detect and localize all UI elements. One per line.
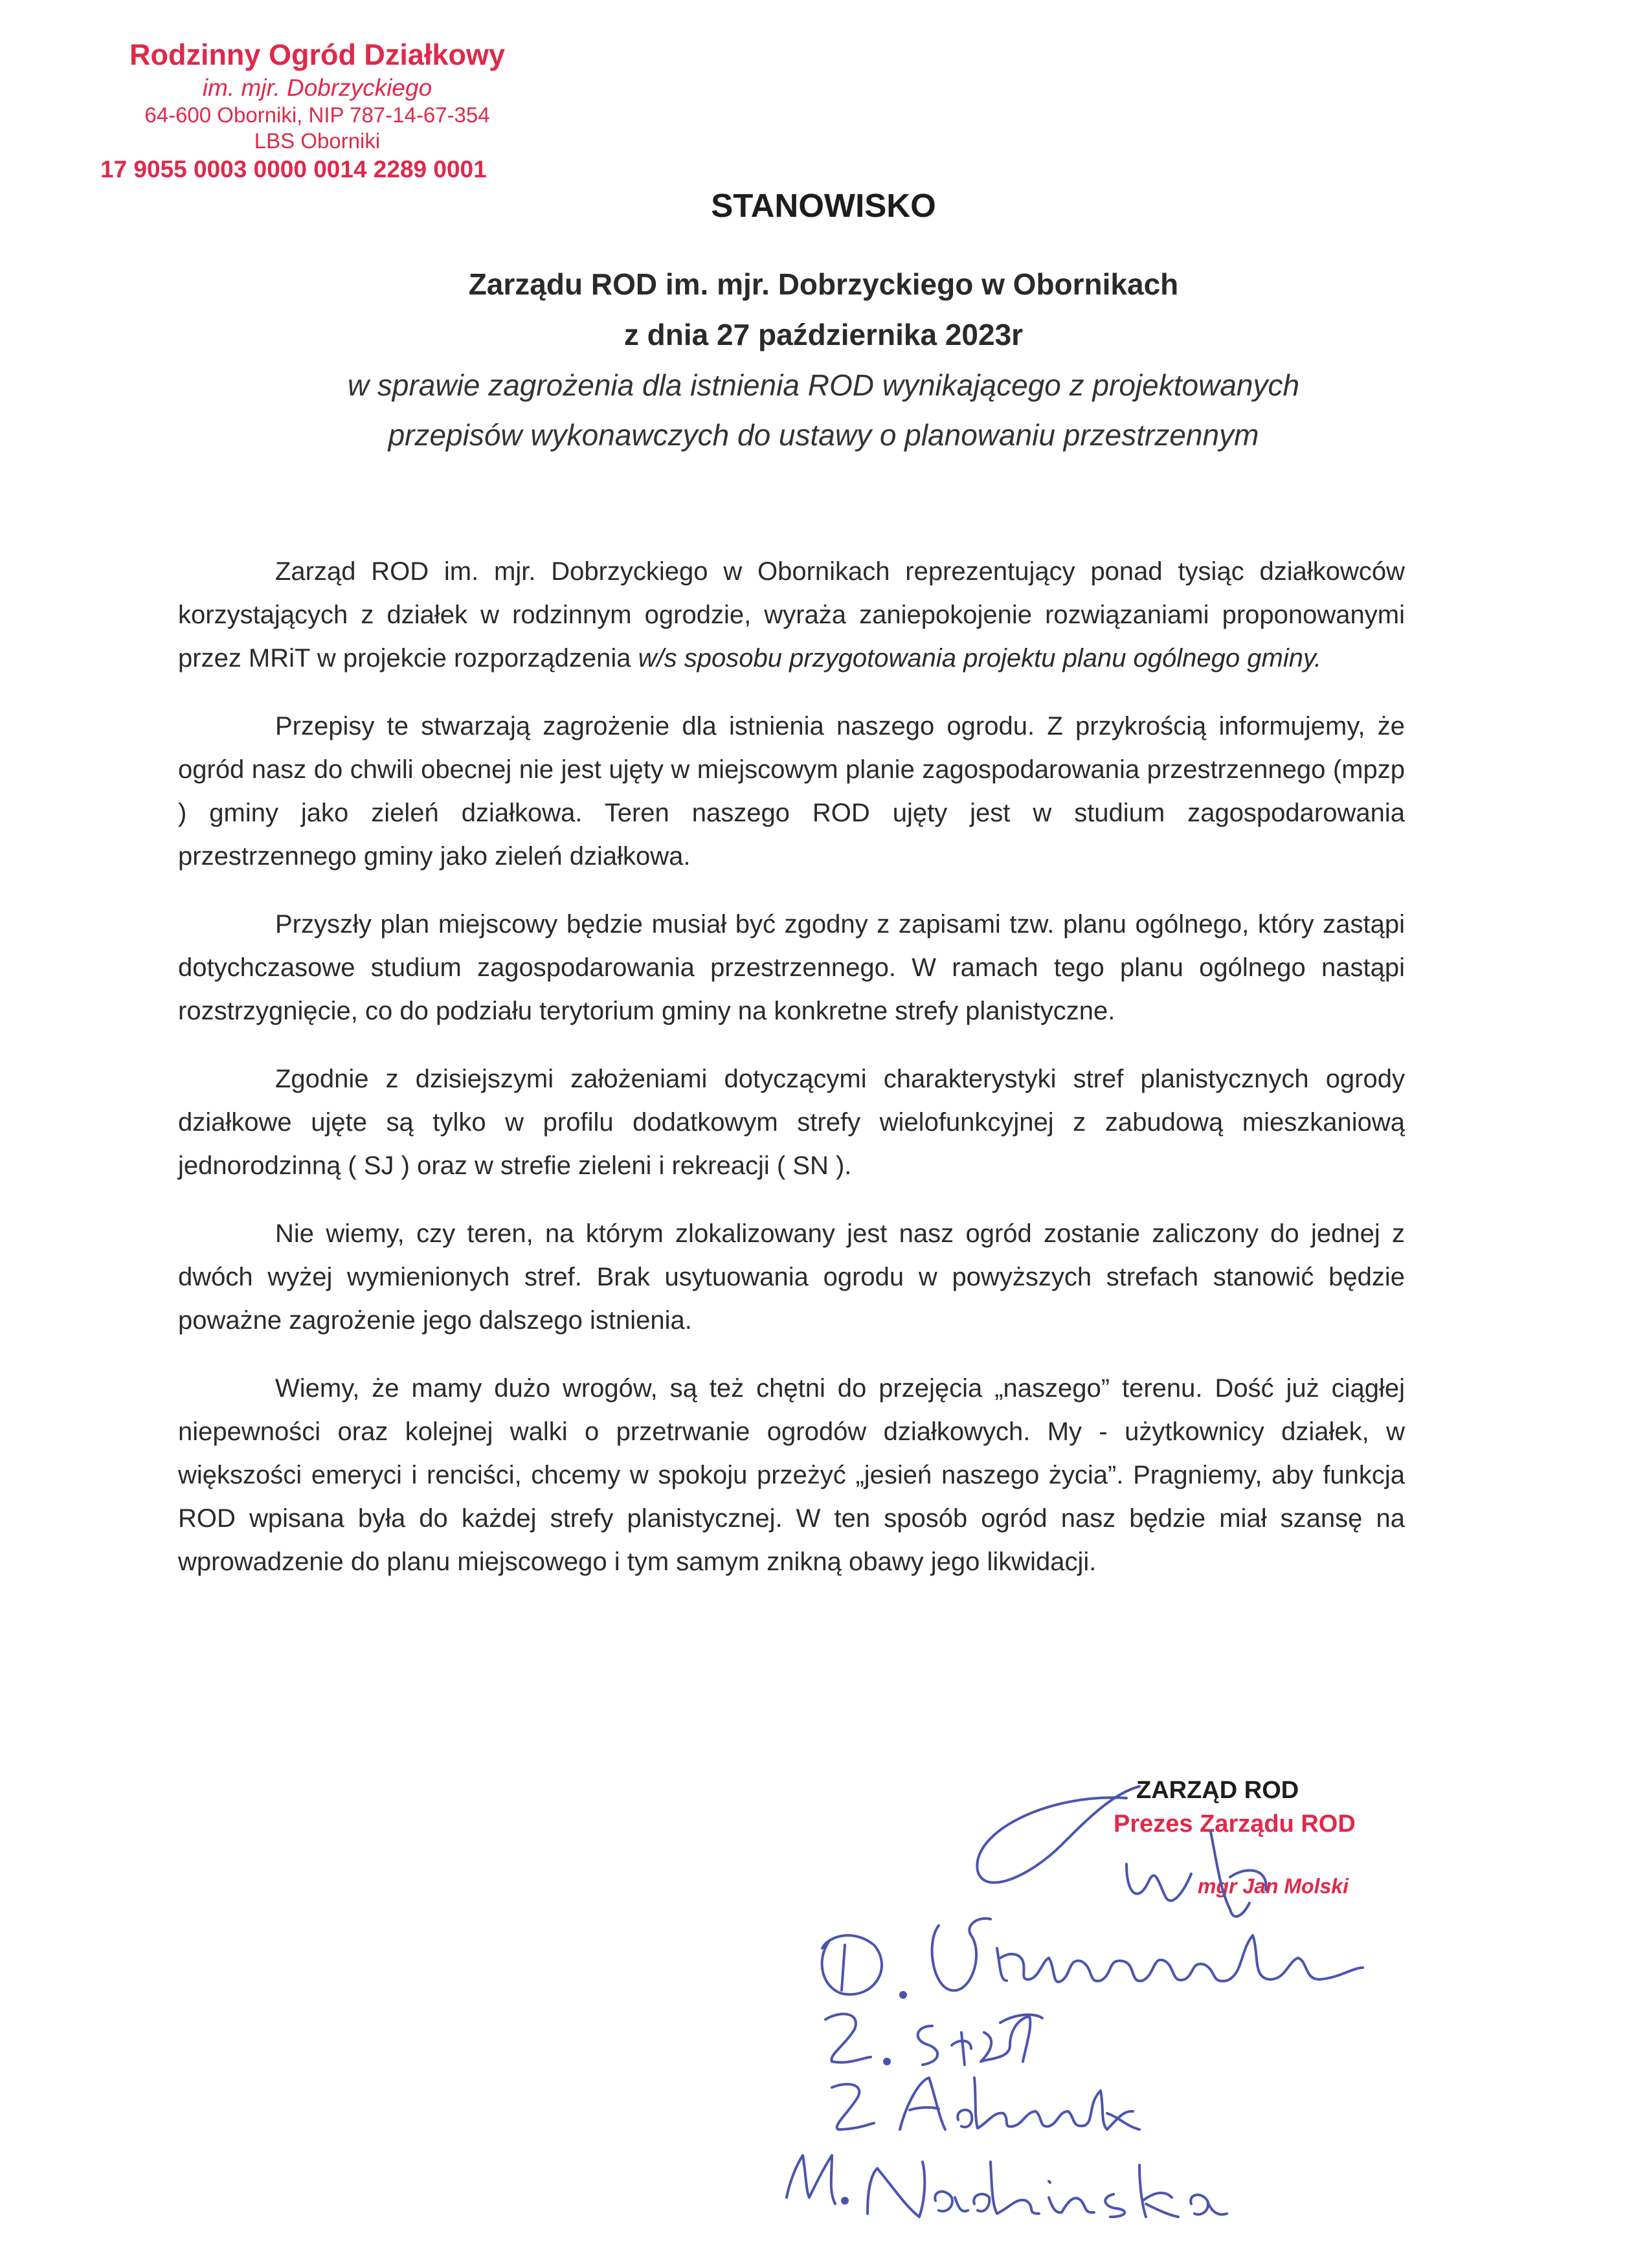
stamp-org-name: Rodzinny Ogród Działkowy	[129, 38, 506, 71]
document-date: z dnia 27 października 2023r	[623, 318, 1024, 351]
paragraph-5: Nie wiemy, czy teren, na którym zlokalizowany jest nasz ogród zostanie zaliczony do jednej z dwóch wyżej wymienionych stref. Brak usytuowania ogrodu w powyższych strefach stanowić będzie poważne zagrożenie jego dalszego istnienia.	[178, 1219, 1405, 1335]
paragraph-2: Przepisy te stwarzają zagrożenie dla istnienia naszego ogrodu. Z przykrością informujemy, że ogród nasz do chwili obecnej nie jest ujęty w miejscowym planie zagospodarowania przestrzennego (mpzp ) gminy jako zieleń działkowa. Teren naszego ROD ujęty jest w studium zagospodarowania przestrzennego gminy jako zieleń działkowa.	[178, 712, 1405, 871]
paragraph-6: Wiemy, że mamy dużo wrogów, są też chętni do przejęcia „naszego” terenu. Dość już ciągłej niepewności oraz kolejnej walki o przetrwanie ogrodów działkowych. My - użytkownicy działek, w większości emeryci i renciści, chcemy w spokoju przeżyć „jesień naszego życia”. Pragniemy, aby funkcja ROD wpisana była do każdej strefy planistycznej. W ten sposób ogród nasz będzie miał szansę na wprowadzenie do planu miejscowego i tym samym znikną obawy jego likwidacji.	[178, 1374, 1405, 1576]
document-title: STANOWISKO	[711, 187, 936, 224]
signature-2	[825, 2014, 1042, 2065]
paragraph-1-italic: w/s sposobu przygotowania projektu planu ogólnego gminy.	[638, 644, 1322, 673]
signature-name-stamp: mgr Jan Molski	[1198, 1874, 1349, 1898]
signature-1	[822, 1918, 1363, 1997]
signature-board: ZARZĄD ROD	[1136, 1777, 1299, 1804]
paragraph-1-text: Zarząd ROD im. mjr. Dobrzyckiego w Obornikach reprezentujący ponad tysiąc działkowców korzystających z działek w rodzinnym ogrodzie, wyraża zaniepokojenie rozwiązaniami proponowanymi przez MRiT w projekcie rozporządzenia	[178, 557, 1405, 673]
stamp-bank: LBS Oborniki	[254, 129, 381, 153]
signature-role-stamp: Prezes Zarządu ROD	[1114, 1810, 1356, 1838]
president-signature	[977, 1786, 1266, 1917]
document-issuer: Zarządu ROD im. mjr. Dobrzyckiego w Obornikach	[468, 267, 1179, 301]
paragraph-4: Zgodnie z dzisiejszymi założeniami dotyczącymi charakterystyki stref planistycznych ogrody działkowe ujęte są tylko w profilu dodatkowym strefy wielofunkcyjnej z zabudową mieszkaniową jednorodzinną ( SJ ) oraz w strefie zieleni i rekreacji ( SN ).	[178, 1065, 1405, 1180]
document-subject-line1: w sprawie zagrożenia dla istnienia ROD wynikającego z projektowanych	[347, 368, 1300, 402]
stamp-account-number: 17 9055 0003 0000 0014 2289 0001	[100, 155, 487, 183]
stamp-org-patron: im. mjr. Dobrzyckiego	[202, 74, 432, 101]
paragraph-3: Przyszły plan miejscowy będzie musiał być zgodny z zapisami tzw. planu ogólnego, który zastąpi dotychczasowe studium zagospodarowania przestrzennego. W ramach tego planu ogólnego nastąpi rozstrzygnięcie, co do podziału terytorium gminy na konkretne strefy planistyczne.	[178, 910, 1405, 1025]
document-subject-line2: przepisów wykonawczych do ustawy o planowaniu przestrzennym	[388, 418, 1259, 452]
signature-3	[832, 2078, 1139, 2129]
stamp-address-nip: 64-600 Oborniki, NIP 787-14-67-354	[144, 103, 490, 128]
